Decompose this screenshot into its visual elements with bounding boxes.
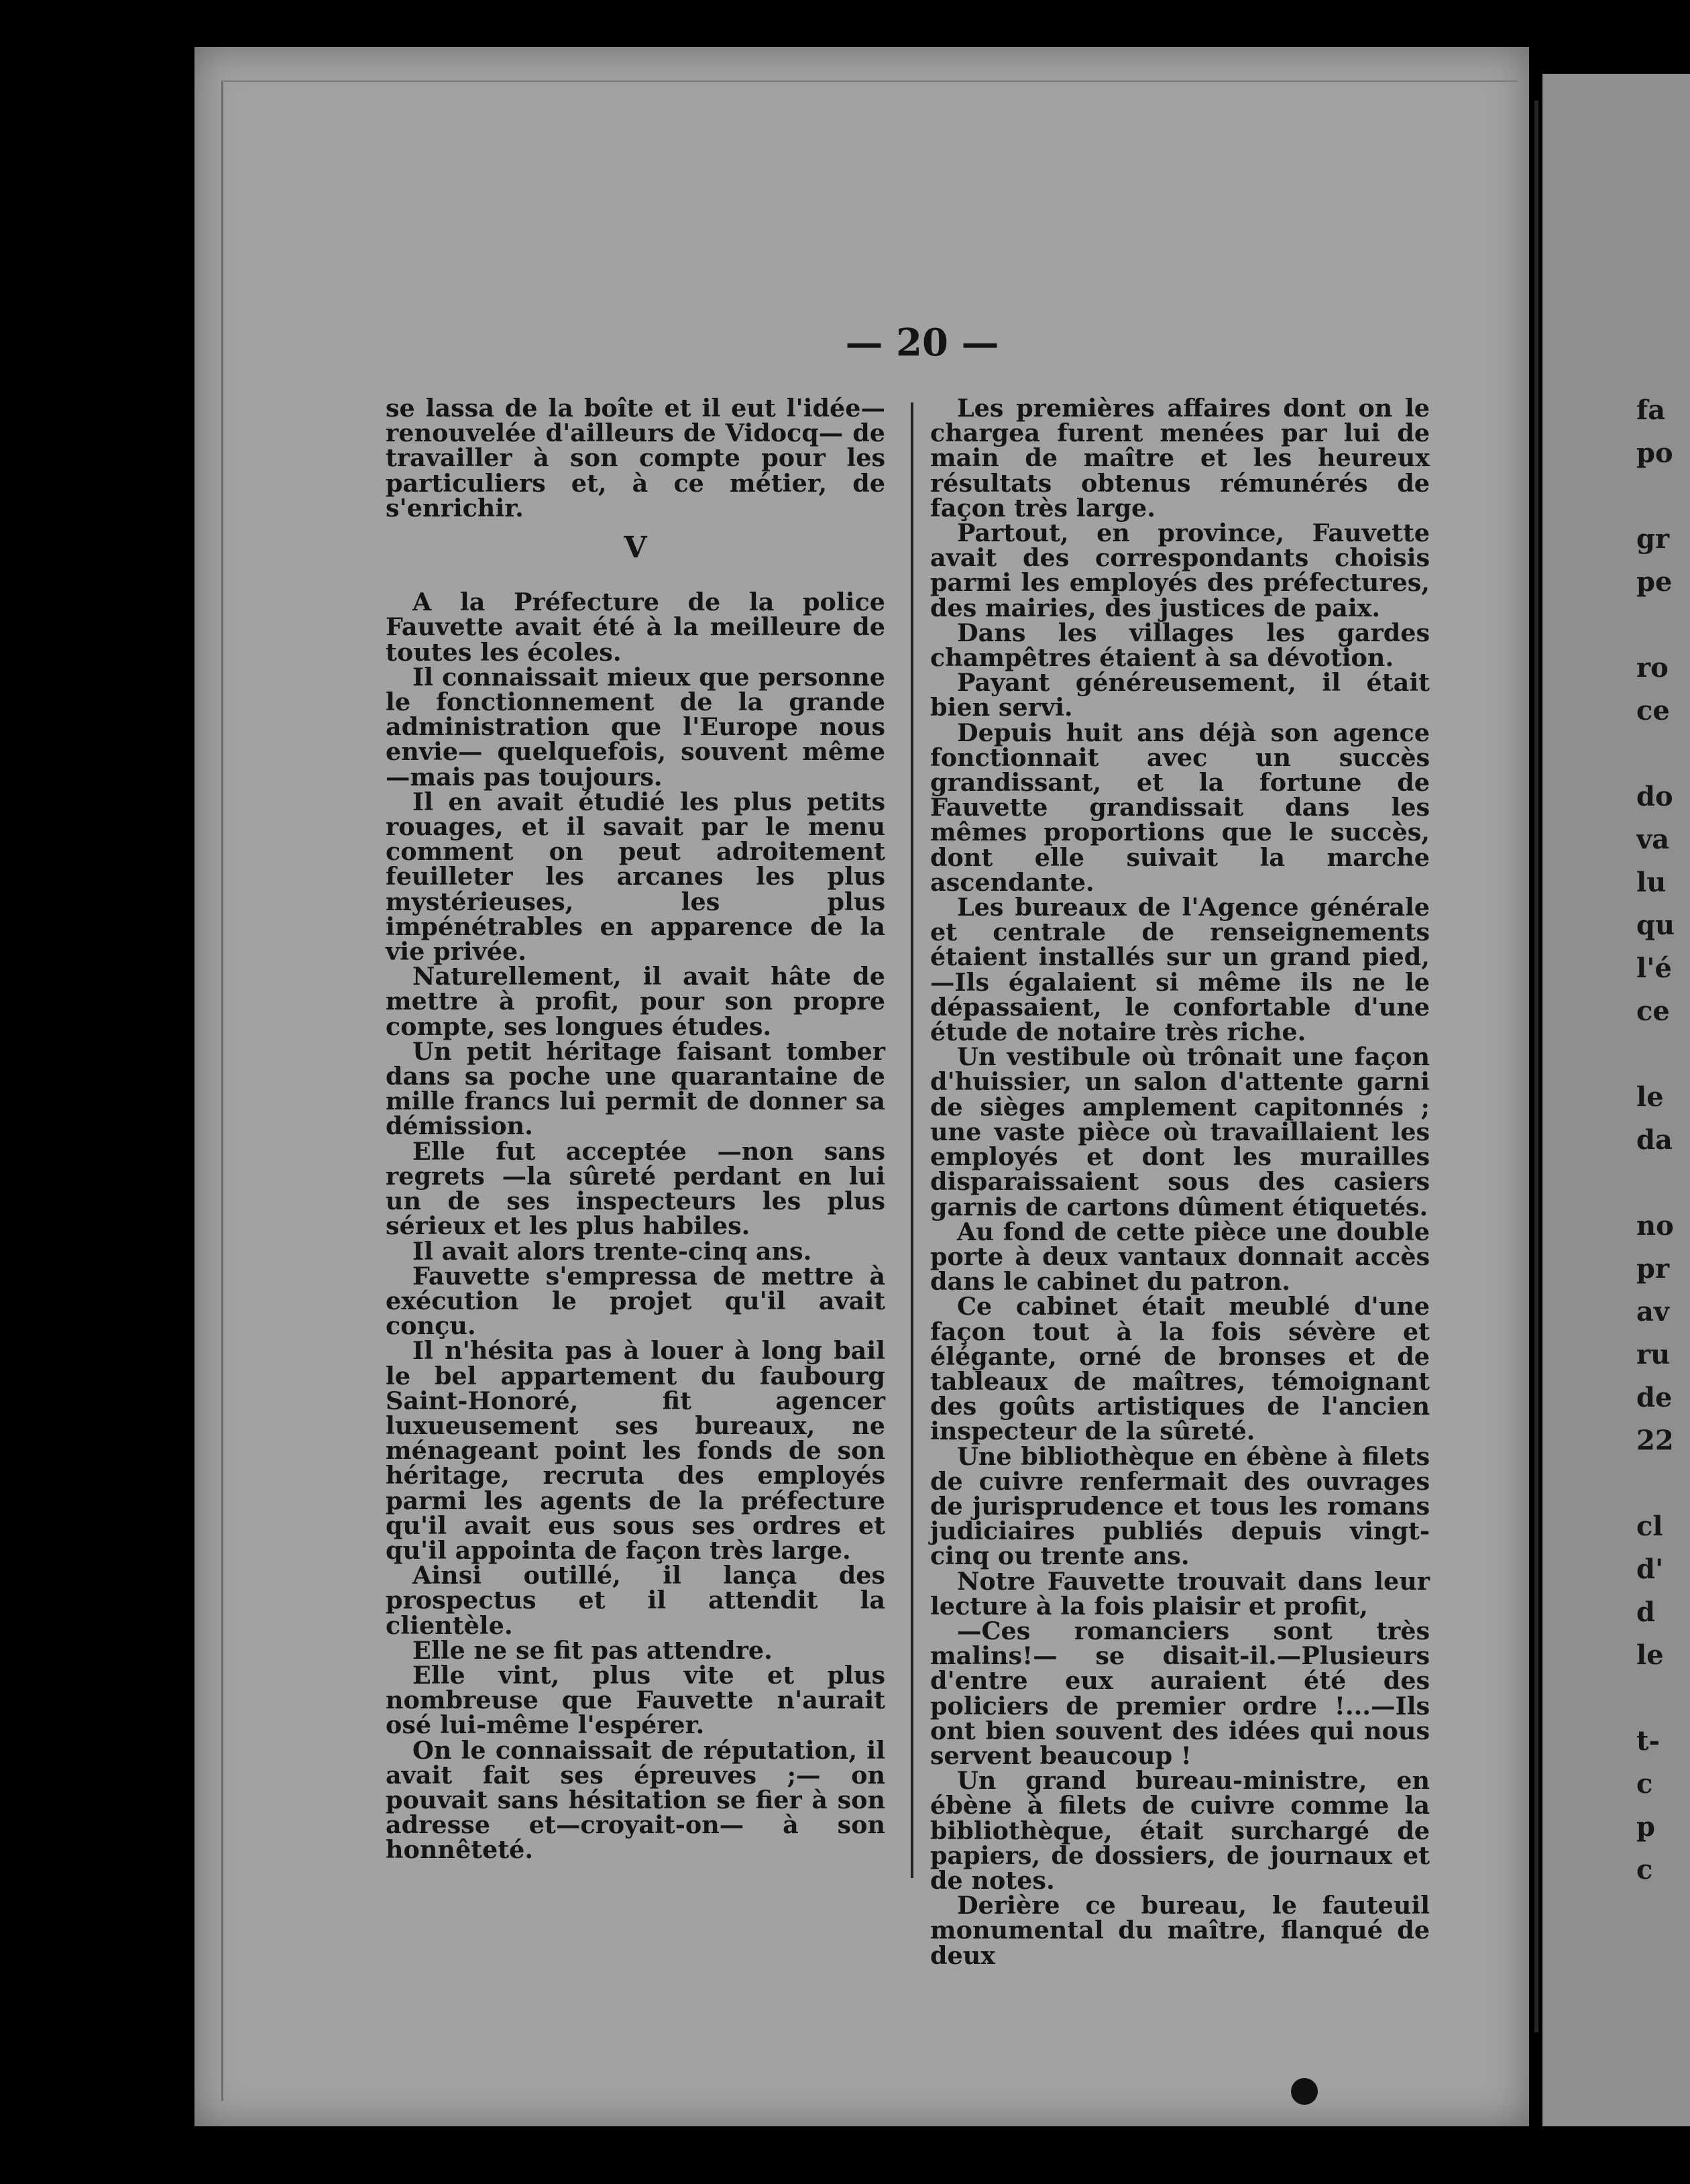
paragraph: Les bureaux de l'Agence générale et centrale de renseignements étaient installés sur un grand pied,—Ils égalaient si même ils ne le dépassaient, le confortable d'une étude de notaire très riche. [930,893,1430,1047]
paragraph: se lassa de la boîte et il eut l'idée— renouvelée d'ailleurs de Vidocq— de travailler à son compte pour les particuliers et, à ce métier, de s'enrichir. [386,394,885,523]
page-fold [1534,101,1538,2032]
paragraph: Un vestibule où trônait une façon d'huissier, un salon d'attente garni de sièges amplement capitonnés ; une vaste pièce où travaillaient les employés et dont les murailles disparaissaient sous des casiers garnis de cartons dûment étiquetés. [930,1042,1430,1221]
paragraph: Les premières affaires dont on le chargea furent menées par lui de main de maître et les heureux résultats obtenus rémunérés de façon très large. [930,394,1430,523]
paragraph: Au fond de cette pièce une double porte à deux vantaux donnait accès dans le cabinet du patron. [930,1217,1430,1297]
paragraph: Derière ce bureau, le fauteuil monumental du maître, flanqué de deux [930,1891,1430,1970]
chapter-heading: V [624,531,647,565]
paragraph: Elle fut acceptée —non sans regrets —la sûreté perdant en lui un de ses inspecteurs les plus sérieux et les plus habiles. [386,1136,885,1241]
paragraph: Il n'hésita pas à louer à long bail le bel appartement du faubourg Saint-Honoré, fit agencer luxueusement ses bureaux, ne ménageant point les fonds de son héritage, recruta des employés parmi les agents de la préfecture qu'il avait eus sous ses ordres et qu'il appointa de façon très large. [386,1336,885,1565]
paragraph: Un petit héritage faisant tomber dans sa poche une quarantaine de mille francs lui permit de donner sa démission. [386,1036,885,1141]
adjacent-page-text: fa po gr pe ro ce do va lu qu l'é ce le da no pr av ru de 22 cl d' d le t- c p c [1636,394,1675,1886]
paragraph: Notre Fauvette trouvait dans leur lecture à la fois plaisir et profit, [930,1566,1430,1621]
paragraph: —Ces romanciers sont très malins!— se disait-il.—Plusieurs d'entre eux auraient été des policiers de premier ordre !...—Ils ont bien souvent des idées qui nous servent beaucoup ! [930,1616,1430,1770]
paragraph: Dans les villages les gardes champêtres étaient à sa dévotion. [930,618,1430,673]
paragraph: Une bibliothèque en ébène à filets de cuivre renfermait des ouvrages de jurisprudence et tous les romans judiciaires publiés depuis vingt-cinq ou trente ans. [930,1441,1430,1571]
paragraph: A la Préfecture de la police Fauvette avait été à la meilleure de toutes les écoles. [386,588,885,667]
paragraph: Elle vint, plus vite et plus nombreuse que Fauvette n'aurait osé lui-même l'espérer. [386,1660,885,1740]
left-column [386,396,885,1863]
paragraph: Fauvette s'empressa de mettre à exécution le projet qu'il avait conçu. [386,1261,885,1341]
paragraph: Un grand bureau-ministre, en ébène à filets de cuivre comme la bibliothèque, était surchargé de papiers, de dossiers, de journaux et de notes. [930,1766,1430,1895]
paragraph: Il avait alors trente-cinq ans. [412,1236,812,1266]
paragraph: Il en avait étudié les plus petits rouages, et il savait par le menu comment on peut adroitement feuilleter les arcanes les plus mystérieuses, les plus impénétrables en apparence de la vie privée. [386,787,885,967]
paragraph: Partout, en province, Fauvette avait des correspondants choisis parmi les employés des préfectures, des mairies, des justices de paix. [930,518,1430,622]
right-column [930,396,1430,1968]
page-number: — 20 — [845,321,999,365]
paragraph: Ce cabinet était meublé d'une façon tout à la fois sévère et élégante, orné de bronses et de tableaux de maîtres, témoignant des goûts artistiques de l'ancien inspecteur de la sûreté. [930,1292,1430,1446]
paragraph: Payant généreusement, il était bien servi. [930,668,1430,722]
paragraph: Il connaissait mieux que personne le fonctionnement de la grande administration que l'Europe nous envie— quelquefois, souvent même—mais pas toujours. [386,662,885,791]
paragraph: Depuis huit ans déjà son agence fonctionnait avec un succès grandissant, et la fortune de Fauvette grandissait dans les mêmes proportions que le succès, dont elle suivait la marche ascendante. [930,718,1430,897]
paragraph: On le connaissait de réputation, il avait fait ses épreuves ;— on pouvait sans hésitation se fier à son adresse et—croyait-on— à son honnêteté. [386,1735,885,1865]
binding-hole [1291,2078,1318,2105]
column-divider [911,402,913,1878]
paragraph: Ainsi outillé, il lança des prospectus et il attendit la clientèle. [386,1561,885,1640]
paragraph: Elle ne se fit pas attendre. [412,1635,773,1665]
paragraph: Naturellement, il avait hâte de mettre à profit, pour son propre compte, ses longues études. [386,962,885,1041]
